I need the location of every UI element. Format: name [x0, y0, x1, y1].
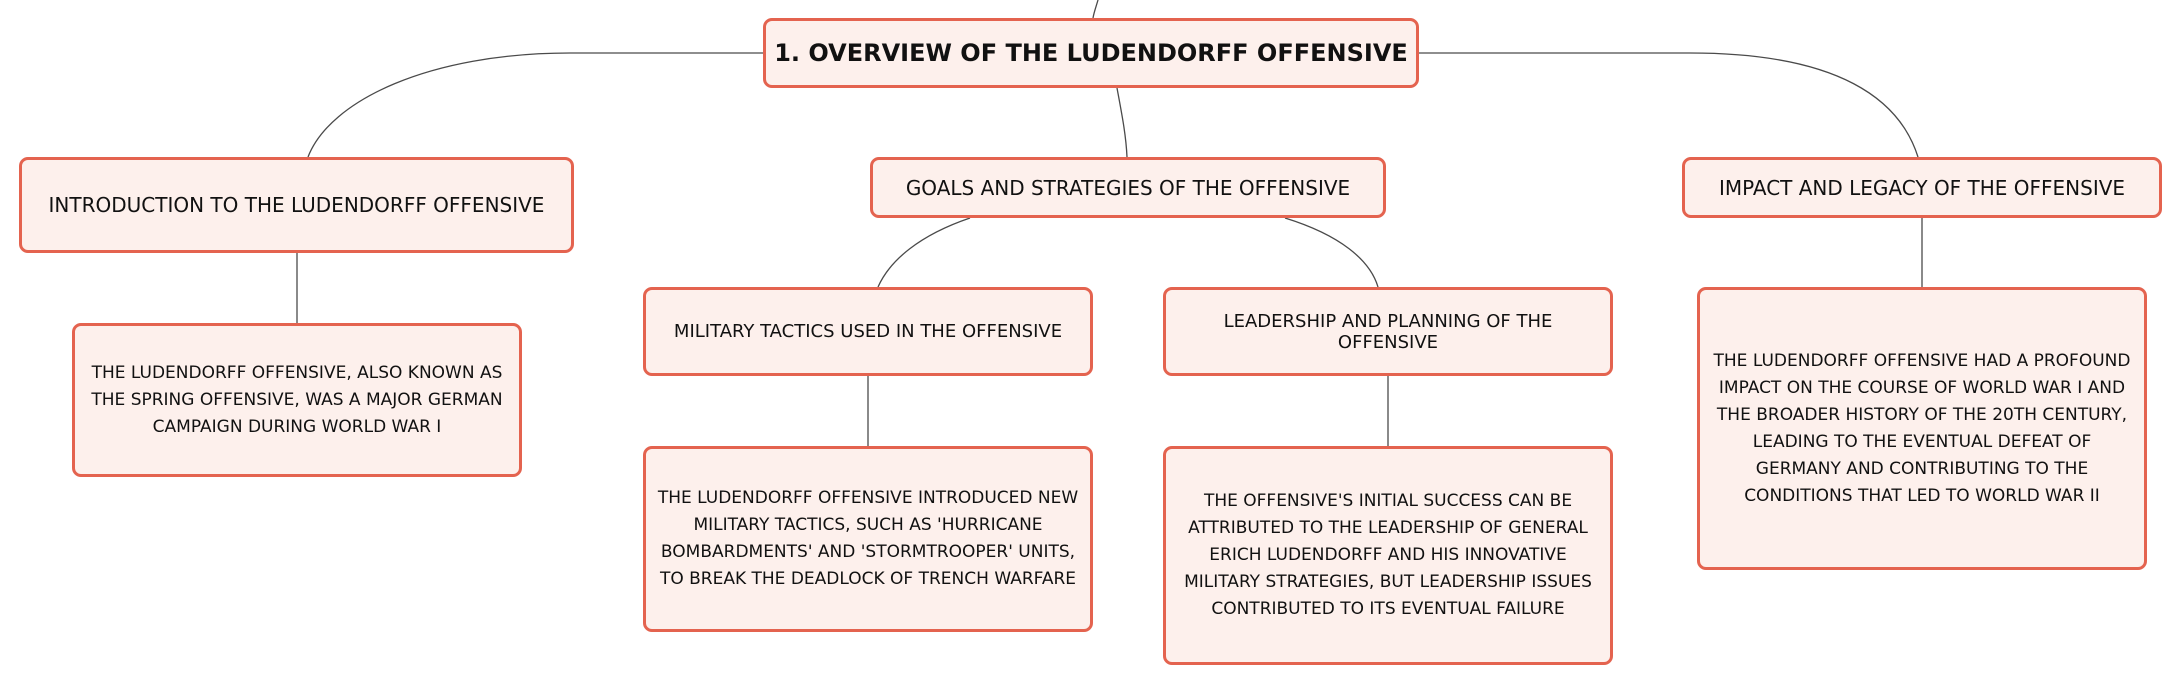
leadership-detail-text: THE OFFENSIVE'S INITIAL SUCCESS CAN BE ATTRIBUTED TO THE LEADERSHIP OF GENERAL ERICH LUDENDORFF AND HIS INNOVATIVE MILITARY STRATEGIES, BUT LEADERSHIP ISSUES CONTRIBUTED TO ITS EVENTUAL FAILURE: [1184, 491, 1592, 619]
leadership-topic-label: LEADERSHIP AND PLANNING OF THE OFFENSIVE: [1223, 310, 1553, 353]
leadership-detail-node[interactable]: [1163, 446, 1613, 665]
goals-topic-label: GOALS AND STRATEGIES OF THE OFFENSIVE: [905, 175, 1351, 200]
tactics-topic-label: MILITARY TACTICS USED IN THE OFFENSIVE: [673, 321, 1063, 342]
introduction-detail-node[interactable]: [72, 323, 522, 477]
connector-root-to-goals: [1117, 88, 1127, 157]
connector-goals-to-tactics: [878, 218, 970, 287]
root-topic-label: 1. OVERVIEW OF THE LUDENDORFF OFFENSIVE: [774, 39, 1408, 67]
tactics-detail-text: THE LUDENDORFF OFFENSIVE INTRODUCED NEW MILITARY TACTICS, SUCH AS 'HURRICANE BOMBARDMENTS' AND 'STORMTROOPER' UNITS, TO BREAK THE DEADLOCK OF TRENCH WARFARE: [657, 488, 1079, 589]
goals-topic-node[interactable]: [870, 157, 1386, 218]
connector-root-to-introduction: [308, 53, 763, 157]
tactics-detail-node[interactable]: [643, 446, 1093, 632]
connector-root-to-parent: [1093, 0, 1098, 18]
impact-topic-label: IMPACT AND LEGACY OF THE OFFENSIVE: [1718, 175, 2126, 200]
impact-detail-text: THE LUDENDORFF OFFENSIVE HAD A PROFOUND IMPACT ON THE COURSE OF WORLD WAR I AND THE BROADER HISTORY OF THE 20TH CENTURY, LEADING TO THE EVENTUAL DEFEAT OF GERMANY AND CONTRIBUTING TO THE CONDITIONS THAT LED TO WORLD WAR II: [1713, 350, 2131, 506]
leadership-topic-node[interactable]: [1163, 287, 1613, 376]
root-topic-node[interactable]: [763, 18, 1419, 88]
impact-detail-node[interactable]: [1697, 287, 2147, 570]
connector-goals-to-leadership: [1285, 218, 1378, 287]
tactics-topic-node[interactable]: [643, 287, 1093, 376]
introduction-topic-label: INTRODUCTION TO THE LUDENDORFF OFFENSIVE: [48, 193, 545, 217]
introduction-topic-node[interactable]: [19, 157, 574, 253]
introduction-detail-text: THE LUDENDORFF OFFENSIVE, ALSO KNOWN AS THE SPRING OFFENSIVE, WAS A MAJOR GERMAN CAMPAIGN DURING WORLD WAR I: [91, 362, 503, 437]
impact-topic-node[interactable]: [1682, 157, 2162, 218]
connector-root-to-impact: [1419, 53, 1918, 157]
